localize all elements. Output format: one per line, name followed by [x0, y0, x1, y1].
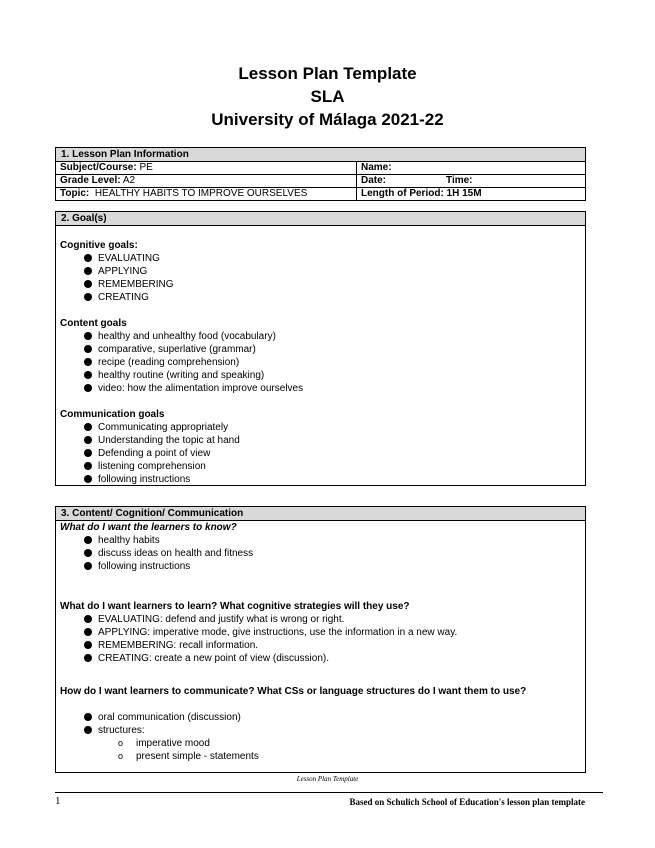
- content-goals-list: [60, 330, 585, 395]
- list-item: healthy habits: [84, 534, 585, 547]
- list-item: APPLYING: imperative mode, give instructions, use the information in a new way.: [84, 626, 585, 639]
- cognitive-goals-title: Cognitive goals:: [60, 240, 138, 251]
- title-line-3: University of Málaga 2021-22: [211, 110, 444, 129]
- bullet-icon: [84, 280, 92, 288]
- list-item: REMEMBERING: [84, 278, 585, 291]
- bullet-icon: [84, 436, 92, 444]
- title-line-2: SLA: [310, 87, 345, 106]
- bullet-icon: [84, 536, 92, 544]
- ccc-heading: 3. Content/ Cognition/ Communication: [56, 507, 585, 521]
- subject-label: Subject/Course:: [60, 162, 137, 173]
- bullet-icon: [84, 267, 92, 275]
- footer-rule: [55, 792, 603, 793]
- list-item: Communicating appropriately: [84, 421, 585, 434]
- list-item: healthy routine (writing and speaking): [84, 369, 585, 382]
- list-item: structures:: [84, 724, 585, 737]
- goals-section: [55, 211, 586, 486]
- topic-value: HEALTHY HABITS TO IMPROVE OURSELVES: [94, 188, 308, 199]
- bullet-icon: [84, 293, 92, 301]
- name-label: Name:: [361, 162, 392, 173]
- list-item: recipe (reading comprehension): [84, 356, 585, 369]
- list-item: CREATING: [84, 291, 585, 304]
- list-item: Defending a point of view: [84, 447, 585, 460]
- date-label: Date:: [361, 175, 387, 186]
- content-cognition-communication-section: [55, 506, 586, 773]
- learn-list: [60, 613, 585, 665]
- list-item: following instructions: [84, 560, 585, 573]
- page-number: 1: [55, 795, 61, 807]
- footer-template-label: Lesson Plan Template: [296, 775, 359, 783]
- question-learn: What do I want learners to learn? What cognitive strategies will they use?: [60, 601, 410, 612]
- list-item: comparative, superlative (grammar): [84, 343, 585, 356]
- bullet-icon: [84, 345, 92, 353]
- bullet-icon: [84, 384, 92, 392]
- bullet-icon: [84, 615, 92, 623]
- structures-list: [60, 737, 585, 763]
- title-line-1: Lesson Plan Template: [238, 64, 417, 83]
- know-list: [60, 534, 585, 573]
- bullet-icon: [84, 562, 92, 570]
- bullet-icon: [84, 423, 92, 431]
- bullet-icon: [84, 654, 92, 662]
- list-item: CREATING: create a new point of view (discussion).: [84, 652, 585, 665]
- list-item: EVALUATING: defend and justify what is wrong or right.: [84, 613, 585, 626]
- bullet-icon: [84, 254, 92, 262]
- bullet-icon: [84, 726, 92, 734]
- circle-bullet-icon: o: [118, 738, 124, 748]
- bullet-icon: [84, 462, 92, 470]
- bullet-icon: [84, 549, 92, 557]
- topic-label: Topic:: [60, 188, 90, 199]
- grade-label: Grade Level:: [60, 175, 121, 186]
- grade-value: A2: [122, 175, 136, 186]
- bullet-icon: [84, 641, 92, 649]
- bullet-icon: [84, 713, 92, 721]
- list-item: video: how the alimentation improve ourselves: [84, 382, 585, 395]
- cognitive-goals-list: [60, 252, 585, 304]
- list-item: following instructions: [84, 473, 585, 486]
- bullet-icon: [84, 371, 92, 379]
- communication-goals-title: Communication goals: [60, 409, 165, 420]
- bullet-icon: [84, 332, 92, 340]
- subject-value: PE: [139, 162, 153, 173]
- list-item: discuss ideas on health and fitness: [84, 547, 585, 560]
- list-item: o present simple - statements: [118, 751, 259, 762]
- circle-bullet-icon: o: [118, 751, 124, 761]
- question-communicate: How do I want learners to communicate? What CSs or language structures do I want them to use?: [60, 686, 527, 697]
- footer-credit: Based on Schulich School of Education's lesson plan template: [349, 797, 585, 807]
- period-length: Length of Period: 1H 15M: [361, 188, 482, 199]
- lesson-info-section: [55, 147, 586, 201]
- bullet-icon: [84, 358, 92, 366]
- lesson-info-heading: 1. Lesson Plan Information: [56, 148, 585, 162]
- list-item: REMEMBERING: recall information.: [84, 639, 585, 652]
- bullet-icon: [84, 628, 92, 636]
- list-item: o imperative mood: [118, 738, 210, 749]
- list-item: oral communication (discussion): [84, 711, 585, 724]
- list-item: healthy and unhealthy food (vocabulary): [84, 330, 585, 343]
- communicate-list: [60, 711, 585, 737]
- communication-goals-list: [60, 421, 585, 486]
- lesson-info-table: [56, 162, 585, 200]
- bullet-icon: [84, 475, 92, 483]
- list-item: Understanding the topic at hand: [84, 434, 585, 447]
- list-item: listening comprehension: [84, 460, 585, 473]
- bullet-icon: [84, 449, 92, 457]
- goals-heading: 2. Goal(s): [56, 212, 585, 226]
- list-item: EVALUATING: [84, 252, 585, 265]
- time-label: Time:: [446, 175, 473, 186]
- list-item: APPLYING: [84, 265, 585, 278]
- question-know: What do I want the learners to know?: [60, 522, 237, 533]
- content-goals-title: Content goals: [60, 318, 127, 329]
